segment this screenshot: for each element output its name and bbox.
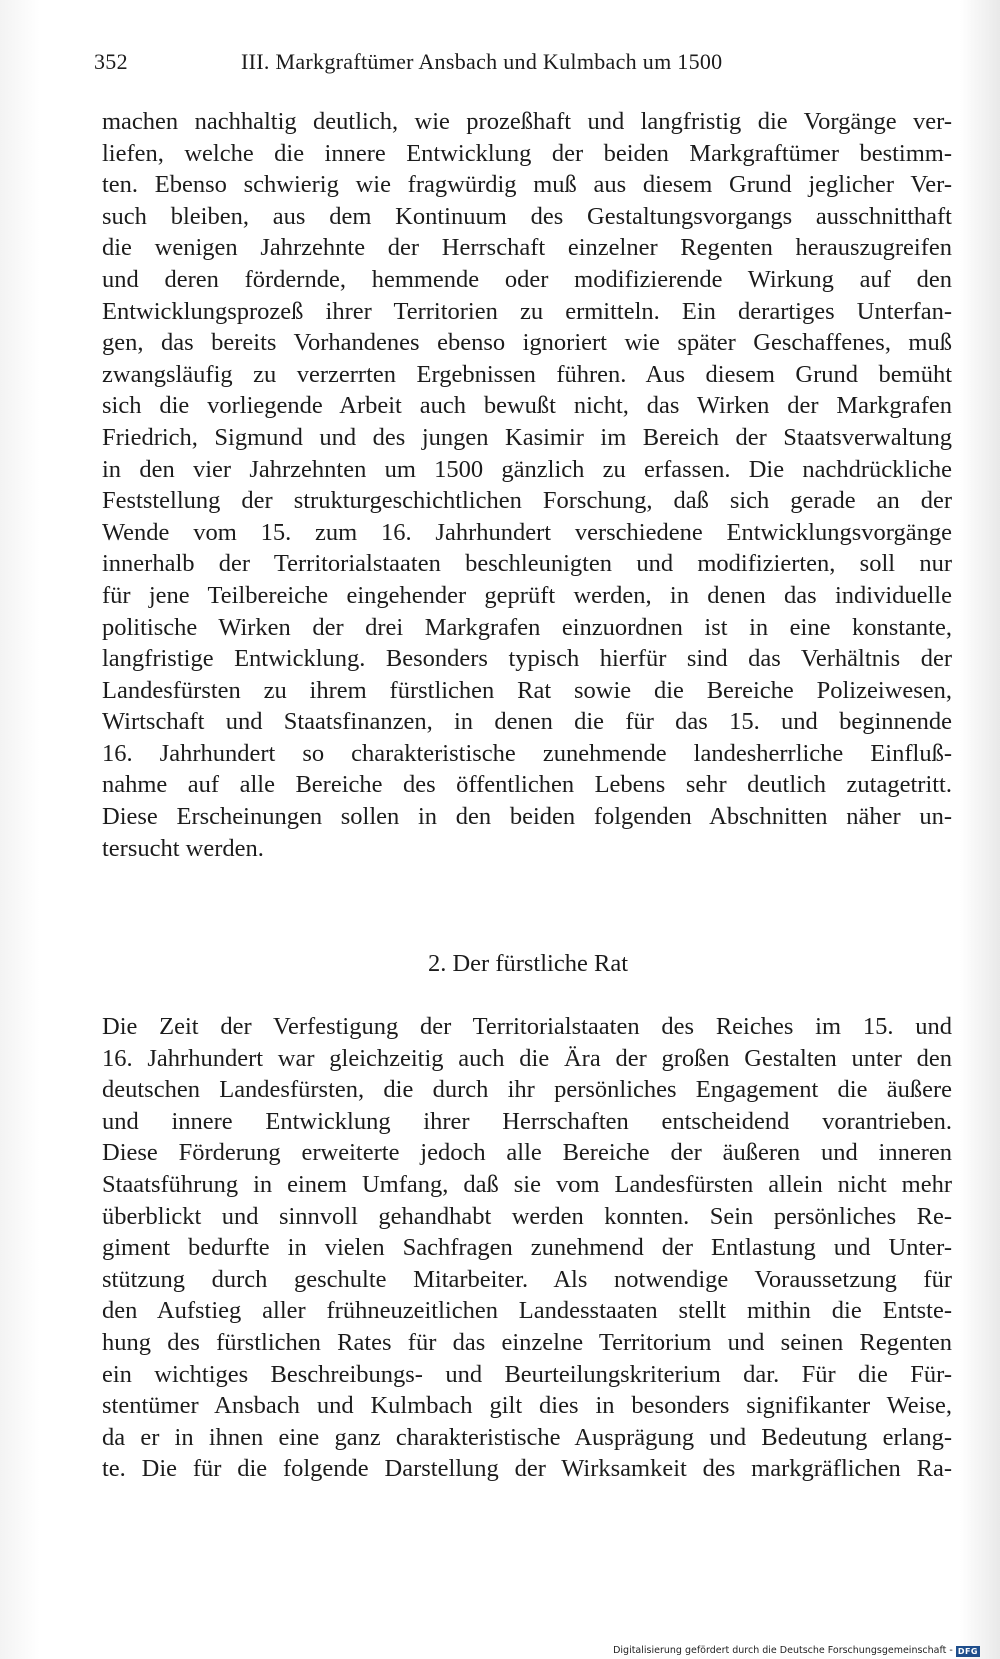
text-line: hung des fürstlichen Rates für das einzelne Territorium und seinen Regenten <box>102 1328 952 1356</box>
text-line: stentümer Ansbach und Kulmbach gilt dies in besonders signifikanter Weise, <box>102 1392 952 1420</box>
text-line: Staatsführung in einem Umfang, daß sie vom Landesfürsten allein nicht mehr <box>102 1170 952 1198</box>
text-line: den Aufstieg aller frühneuzeitlichen Landesstaaten stellt mithin die Entste- <box>102 1297 952 1325</box>
text-line: 16. Jahrhundert war gleichzeitig auch die Ära der großen Gestalten unter den <box>102 1044 952 1072</box>
text-line: überblickt und sinnvoll gehandhabt werden konnten. Sein persönliches Re- <box>102 1202 952 1230</box>
page-number: 352 <box>94 49 128 74</box>
body-paragraph-1 <box>102 106 952 864</box>
text-line: in den vier Jahrzehnten um 1500 gänzlich zu erfassen. Die nachdrückliche <box>102 455 952 483</box>
text-line: stützung durch geschulte Mitarbeiter. Als notwendige Voraussetzung für <box>102 1265 952 1293</box>
text-line: 16. Jahrhundert so charakteristische zunehmende landesherrliche Einfluß- <box>102 739 952 767</box>
text-line: Diese Förderung erweiterte jedoch alle Bereiche der äußeren und inneren <box>102 1139 952 1167</box>
text-line: für jene Teilbereiche eingehender geprüft werden, in denen das individuelle <box>102 581 952 609</box>
text-line: ein wichtiges Beschreibungs- und Beurteilungskriterium dar. Für die Für- <box>102 1360 952 1388</box>
text-line: innerhalb der Territorialstaaten beschleunigten und modifizierten, soll nur <box>102 550 952 578</box>
text-line: Friedrich, Sigmund und des jungen Kasimir im Bereich der Staatsverwaltung <box>102 423 952 451</box>
text-line: te. Die für die folgende Darstellung der Wirksamkeit des markgräflichen Ra- <box>102 1455 952 1483</box>
text-line: Wende vom 15. zum 16. Jahrhundert verschiedene Entwicklungsvorgänge <box>102 518 952 546</box>
text-line: ten. Ebenso schwierig wie fragwürdig muß aus diesem Grund jeglicher Ver- <box>102 171 952 199</box>
text-line: sich die vorliegende Arbeit auch bewußt nicht, das Wirken der Markgrafen <box>102 392 952 420</box>
footer-credit: Digitalisierung gefördert durch die Deutsche Forschungsgemeinschaft - <box>613 1645 953 1656</box>
running-head <box>0 48 1000 80</box>
text-line: Entwicklungsprozeß ihrer Territorien zu ermitteln. Ein derartiges Unterfan- <box>102 297 952 325</box>
text-line: machen nachhaltig deutlich, wie prozeßhaft und langfristig die Vorgänge ver- <box>102 108 952 135</box>
text-line: zwangsläufig zu verzerrten Ergebnissen führen. Aus diesem Grund bemüht <box>102 360 952 388</box>
text-line: liefen, welche die innere Entwicklung der beiden Markgraftümer bestimm- <box>102 139 952 167</box>
text-line: Die Zeit der Verfestigung der Territorialstaaten des Reiches im 15. und <box>102 1013 952 1040</box>
text-line: giment bedurfte in vielen Sachfragen zunehmend der Entlastung und Unter- <box>102 1234 952 1262</box>
section-heading <box>0 948 1000 980</box>
text-line: Landesfürsten zu ihrem fürstlichen Rat sowie die Bereiche Polizeiwesen, <box>102 676 952 704</box>
digitization-footer <box>613 1645 980 1657</box>
text-line: da er in ihnen eine ganz charakteristische Ausprägung und Bedeutung erlang- <box>102 1423 952 1451</box>
section-heading-text: 2. Der fürstliche Rat <box>427 950 629 977</box>
text-line: tersucht werden. <box>102 834 264 862</box>
body-paragraph-2 <box>102 1011 952 1485</box>
text-line: such bleiben, aus dem Kontinuum des Gestaltungsvorgangs ausschnitthaft <box>102 202 952 230</box>
running-title: III. Markgraftümer Ansbach und Kulmbach um 1500 <box>241 49 723 74</box>
text-line: Feststellung der strukturgeschichtlichen Forschung, daß sich gerade an der <box>102 487 952 515</box>
text-line: gen, das bereits Vorhandenes ebenso ignoriert wie später Geschaffenes, muß <box>102 329 952 357</box>
text-line: nahme auf alle Bereiche des öffentlichen Lebens sehr deutlich zutagetritt. <box>102 771 952 799</box>
text-line: deutschen Landesfürsten, die durch ihr persönliches Engagement die äußere <box>102 1076 952 1104</box>
text-line: die wenigen Jahrzehnte der Herrschaft einzelner Regenten herauszugreifen <box>102 234 952 262</box>
text-line: langfristige Entwicklung. Besonders typisch hierfür sind das Verhältnis der <box>102 645 952 673</box>
text-line: und innere Entwicklung ihrer Herrschaften entscheidend vorantrieben. <box>102 1107 952 1135</box>
text-line: Diese Erscheinungen sollen in den beiden folgenden Abschnitten näher un- <box>102 803 952 831</box>
dfg-logo: DFG <box>957 1646 978 1656</box>
text-line: politische Wirken der drei Markgrafen einzuordnen ist in eine konstante, <box>102 613 952 641</box>
text-line: und deren fördernde, hemmende oder modifizierende Wirkung auf den <box>102 265 952 293</box>
text-line: Wirtschaft und Staatsfinanzen, in denen die für das 15. und beginnende <box>102 708 952 736</box>
